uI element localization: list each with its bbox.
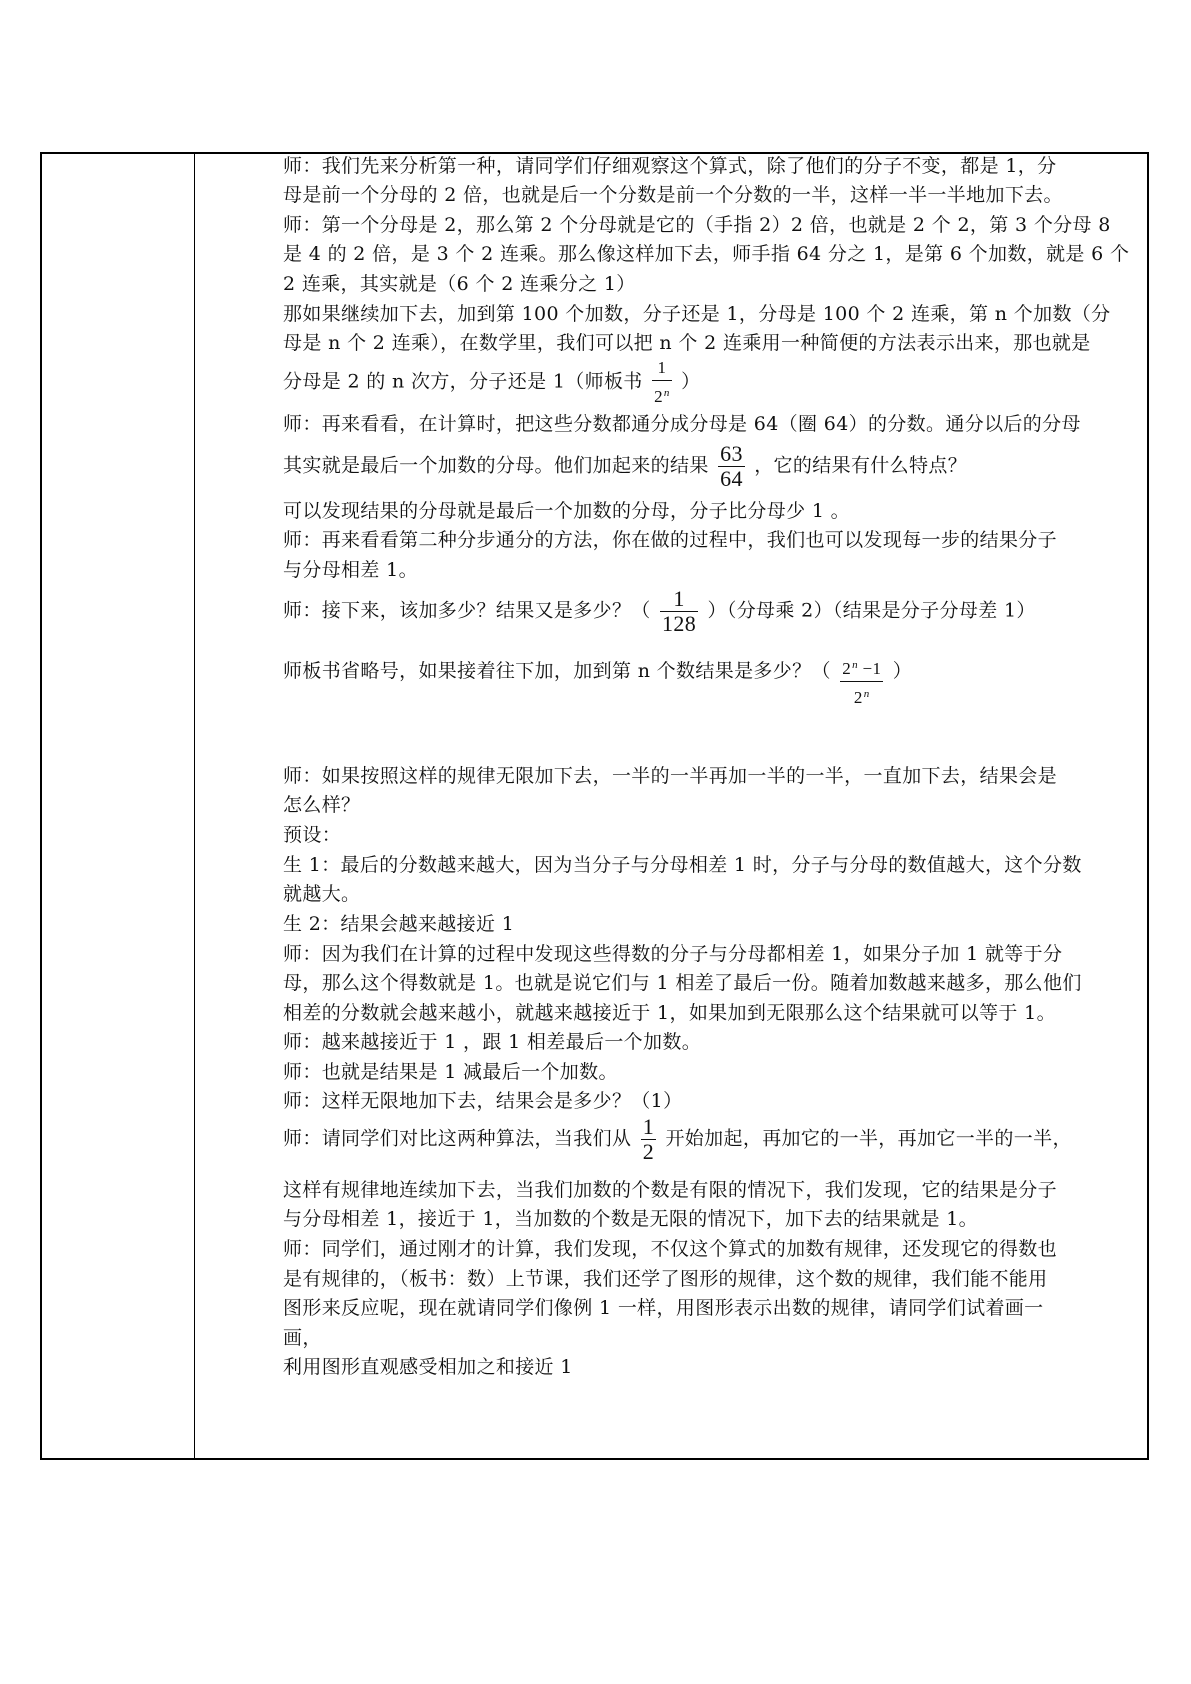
fraction-denominator: 2 [642,1139,655,1164]
fraction-numerator: 1 [673,586,685,611]
text-line-30: 利用图形直观感受相加之和接近 1 [283,1356,573,1378]
fraction-1-over-2 [641,1116,656,1163]
formula-power-after: ） [681,370,701,393]
fraction-bar [840,681,883,682]
fraction-numerator: 1 [642,1114,655,1139]
fraction-denominator: 128 [662,611,697,636]
text-line-10: 师：再来看看第二种分步通分的方法，你在做的过程中，我们也可以发现每一步的结果分子 [283,529,1058,551]
formula-line-next [283,588,1036,635]
text-line-16: 就越大。 [283,883,361,905]
power-exponent: n [663,387,670,399]
text-line-29: 画， [283,1327,322,1349]
text-line-5: 2 连乘，其实就是（6 个 2 连乘分之 1） [283,273,636,295]
fraction-denominator [840,683,883,709]
formula-line-nth [283,654,912,709]
text-line-23: 师：这样无限地加下去，结果会是多少？（1） [283,1090,683,1112]
fraction-denominator [652,382,672,408]
text-line-17: 生 2：结果会越来越接近 1 [283,913,515,935]
text-line-24: 这样有规律地连续加下去，当我们加数的个数是有限的情况下，我们发现，它的结果是分子 [283,1179,1058,1201]
text-line-28: 图形来反应呢，现在就请同学们像例 1 一样，用图形表示出数的规律，请同学们试着画一 [283,1297,1044,1319]
text-line-4: 是 4 的 2 倍，是 3 个 2 连乘。那么像这样加下去，师手指 64 分之 1，是第 6 个加数，就是 6 个 [283,243,1130,265]
text-line-6: 那如果继续加下去，加到第 100 个加数，分子还是 1，分母是 100 个 2 连乘，第 n 个加数（分 [283,303,1111,325]
text-line-12: 师：如果按照这样的规律无限加下去，一半的一半再加一半的一半，一直加下去，结果会是 [283,765,1058,787]
fraction-numerator [840,654,883,680]
text-line-1: 师：我们先来分析第一种，请同学们仔细观察这个算式，除了他们的分子不变，都是 1，分 [283,155,1057,177]
text-line-8: 师：再来看看，在计算时，把这些分数都通分成分母是 64（圈 64）的分数。通分以后的分母 [283,413,1081,435]
power-base: 2 [654,387,663,406]
text-line-14: 预设： [283,824,342,846]
formula-next-after: ）（分母乘 2）（结果是分子分母差 1） [707,599,1036,622]
text-line-20: 相差的分数就会越来越小，就越来越接近于 1，如果加到无限那么这个结果就可以等于 1。 [283,1002,1056,1024]
formula-line-power [283,357,701,408]
text-line-22: 师：也就是结果是 1 减最后一个加数。 [283,1061,618,1083]
power-exponent: n [852,659,858,671]
text-line-13: 怎么样？ [283,794,361,816]
fraction-1-over-128 [660,588,698,635]
formula-next-before: 师：接下来，该加多少？结果又是多少？（ [283,599,651,622]
text-line-9: 可以发现结果的分母就是最后一个加数的分母，分子比分母少 1 。 [283,500,851,522]
power-base: 2 [853,688,863,707]
text-line-3: 师：第一个分母是 2，那么第 2 个分母就是它的（手指 2）2 倍，也就是 2 个 2，第 3 个分母 8 [283,214,1111,236]
text-line-21: 师：越来越接近于 1 ，跟 1 相差最后一个加数。 [283,1031,702,1053]
left-column-cell [42,154,195,1458]
text-line-11: 与分母相差 1。 [283,559,418,581]
formula-nth-after: ） [892,660,913,682]
power-exponent: n [863,688,870,700]
formula-half-before: 师：请同学们对比这两种算法，当我们从 [283,1127,632,1150]
formula-line-half [283,1116,1072,1163]
text-line-18: 师：因为我们在计算的过程中发现这些得数的分子与分母都相差 1，如果分子加 1 就等于分 [283,943,1063,965]
right-column-cell [195,154,1147,1458]
fraction-63-over-64 [718,443,745,490]
text-line-19: 母，那么这个得数就是 1。也就是说它们与 1 相差了最后一份。随着加数越来越多，那么他们 [283,972,1082,994]
formula-power-before: 分母是 2 的 n 次方，分子还是 1（师板书 [283,370,643,393]
text-line-25: 与分母相差 1，接近于 1，当加数的个数是无限的情况下，加下去的结果就是 1。 [283,1208,979,1230]
fraction-numerator: 63 [720,441,743,466]
minus-one: −1 [857,659,882,678]
power-base: 2 [842,659,852,678]
fraction-one-over-two-pow-n [652,357,672,408]
formula-line-result [283,443,967,490]
fraction-bar [652,380,672,381]
text-line-15: 生 1：最后的分数越来越大，因为当分子与分母相差 1 时，分子与分母的数值越大，这个分数 [283,854,1082,876]
formula-nth-before: 师板书省略号，如果接着往下加，加到第 n 个数结果是多少？（ [283,660,831,682]
lesson-table [40,152,1149,1460]
text-line-2: 母是前一个分母的 2 倍，也就是后一个分数是前一个分数的一半，这样一半一半地加下去。 [283,184,1063,206]
text-line-26: 师：同学们，通过刚才的计算，我们发现，不仅这个算式的加数有规律，还发现它的得数也 [283,1238,1058,1260]
fraction-denominator: 64 [720,466,743,491]
fraction-numerator: 1 [657,358,667,377]
formula-result-before: 其实就是最后一个加数的分母。他们加起来的结果 [283,454,709,477]
text-line-7: 母是 n 个 2 连乘），在数学里，我们可以把 n 个 2 连乘用一种简便的方法表示出来，那也就是 [283,332,1091,354]
formula-half-after: 开始加起，再加它的一半，再加它一半的一半， [665,1127,1072,1150]
text-line-27: 是有规律的，（板书：数）上节课，我们还学了图形的规律，这个数的规律，我们能不能用 [283,1268,1048,1290]
formula-result-after: ，它的结果有什么特点？ [754,454,968,477]
fraction-nth-sum [840,654,883,709]
